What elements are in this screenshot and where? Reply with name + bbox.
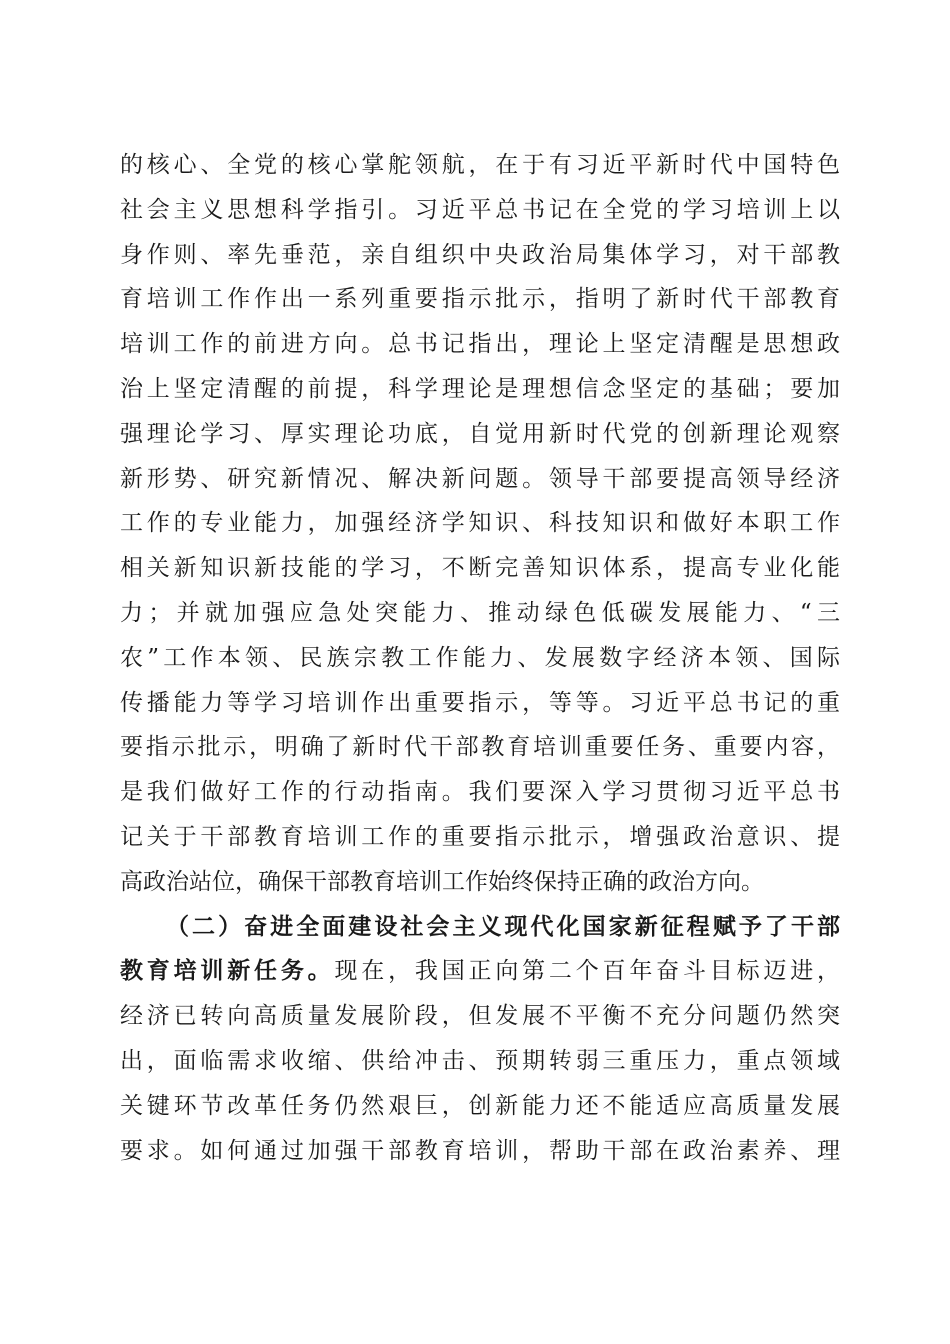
text-line: 关键环节改革任务仍然艰巨，创新能力还不能适应高质量发展 bbox=[120, 1092, 840, 1119]
text-line: 出，面临需求收缩、供给冲击、预期转弱三重压力，重点领域 bbox=[120, 1047, 840, 1074]
text-line: 要求。如何通过加强干部教育培训，帮助干部在政治素养、理 bbox=[120, 1137, 840, 1164]
text-line: 记关于干部教育培训工作的重要指示批示，增强政治意识、提 bbox=[120, 823, 840, 850]
text-line: 新形势、研究新情况、解决新问题。领导干部要提高领导经济 bbox=[120, 465, 840, 492]
text-line: 高政治站位，确保干部教育培训工作始终保持正确的政治方向。 bbox=[120, 868, 764, 895]
text-line: 力；并就加强应急处突能力、推动绿色低碳发展能力、“三 bbox=[120, 599, 840, 626]
text-line: 身作则、率先垂范，亲自组织中央政治局集体学习，对干部教 bbox=[120, 241, 840, 268]
text-line: 是我们做好工作的行动指南。我们要深入学习贯彻习近平总书 bbox=[120, 779, 840, 806]
text-line: 要指示批示，明确了新时代干部教育培训重要任务、重要内容， bbox=[120, 734, 840, 761]
section-text-start: 现在，我国正向第二个百年奋斗目标迈进， bbox=[334, 958, 840, 985]
text-line: 工作的专业能力，加强经济学知识、科技知识和做好本职工作 bbox=[120, 510, 840, 537]
text-line: 社会主义思想科学指引。习近平总书记在全党的学习培训上以 bbox=[120, 196, 840, 223]
text-line: 相关新知识新技能的学习，不断完善知识体系，提高专业化能 bbox=[120, 555, 840, 582]
text-line: 育培训工作作出一系列重要指示批示，指明了新时代干部教育 bbox=[120, 286, 840, 313]
section-heading-tail: 教育培训新任务。 bbox=[120, 957, 335, 985]
text-line: 传播能力等学习培训作出重要指示，等等。习近平总书记的重 bbox=[120, 689, 840, 716]
text-line: 经济已转向高质量发展阶段，但发展不平衡不充分问题仍然突 bbox=[120, 1003, 840, 1030]
section-heading-continued bbox=[120, 949, 840, 994]
text-line: 培训工作的前进方向。总书记指出，理论上坚定清醒是思想政 bbox=[120, 331, 840, 358]
text-line: 农”工作本领、民族宗教工作能力、发展数字经济本领、国际 bbox=[120, 644, 840, 671]
text-line: 治上坚定清醒的前提，科学理论是理想信念坚定的基础；要加 bbox=[120, 375, 840, 402]
document-body bbox=[120, 143, 840, 1173]
text-line: 的核心、全党的核心掌舵领航，在于有习近平新时代中国特色 bbox=[120, 152, 840, 178]
section-heading: （二）奋进全面建设社会主义现代化国家新征程赋予了干部 bbox=[166, 912, 840, 940]
text-line: 强理论学习、厚实理论功底，自觉用新时代党的创新理论观察 bbox=[120, 420, 840, 447]
